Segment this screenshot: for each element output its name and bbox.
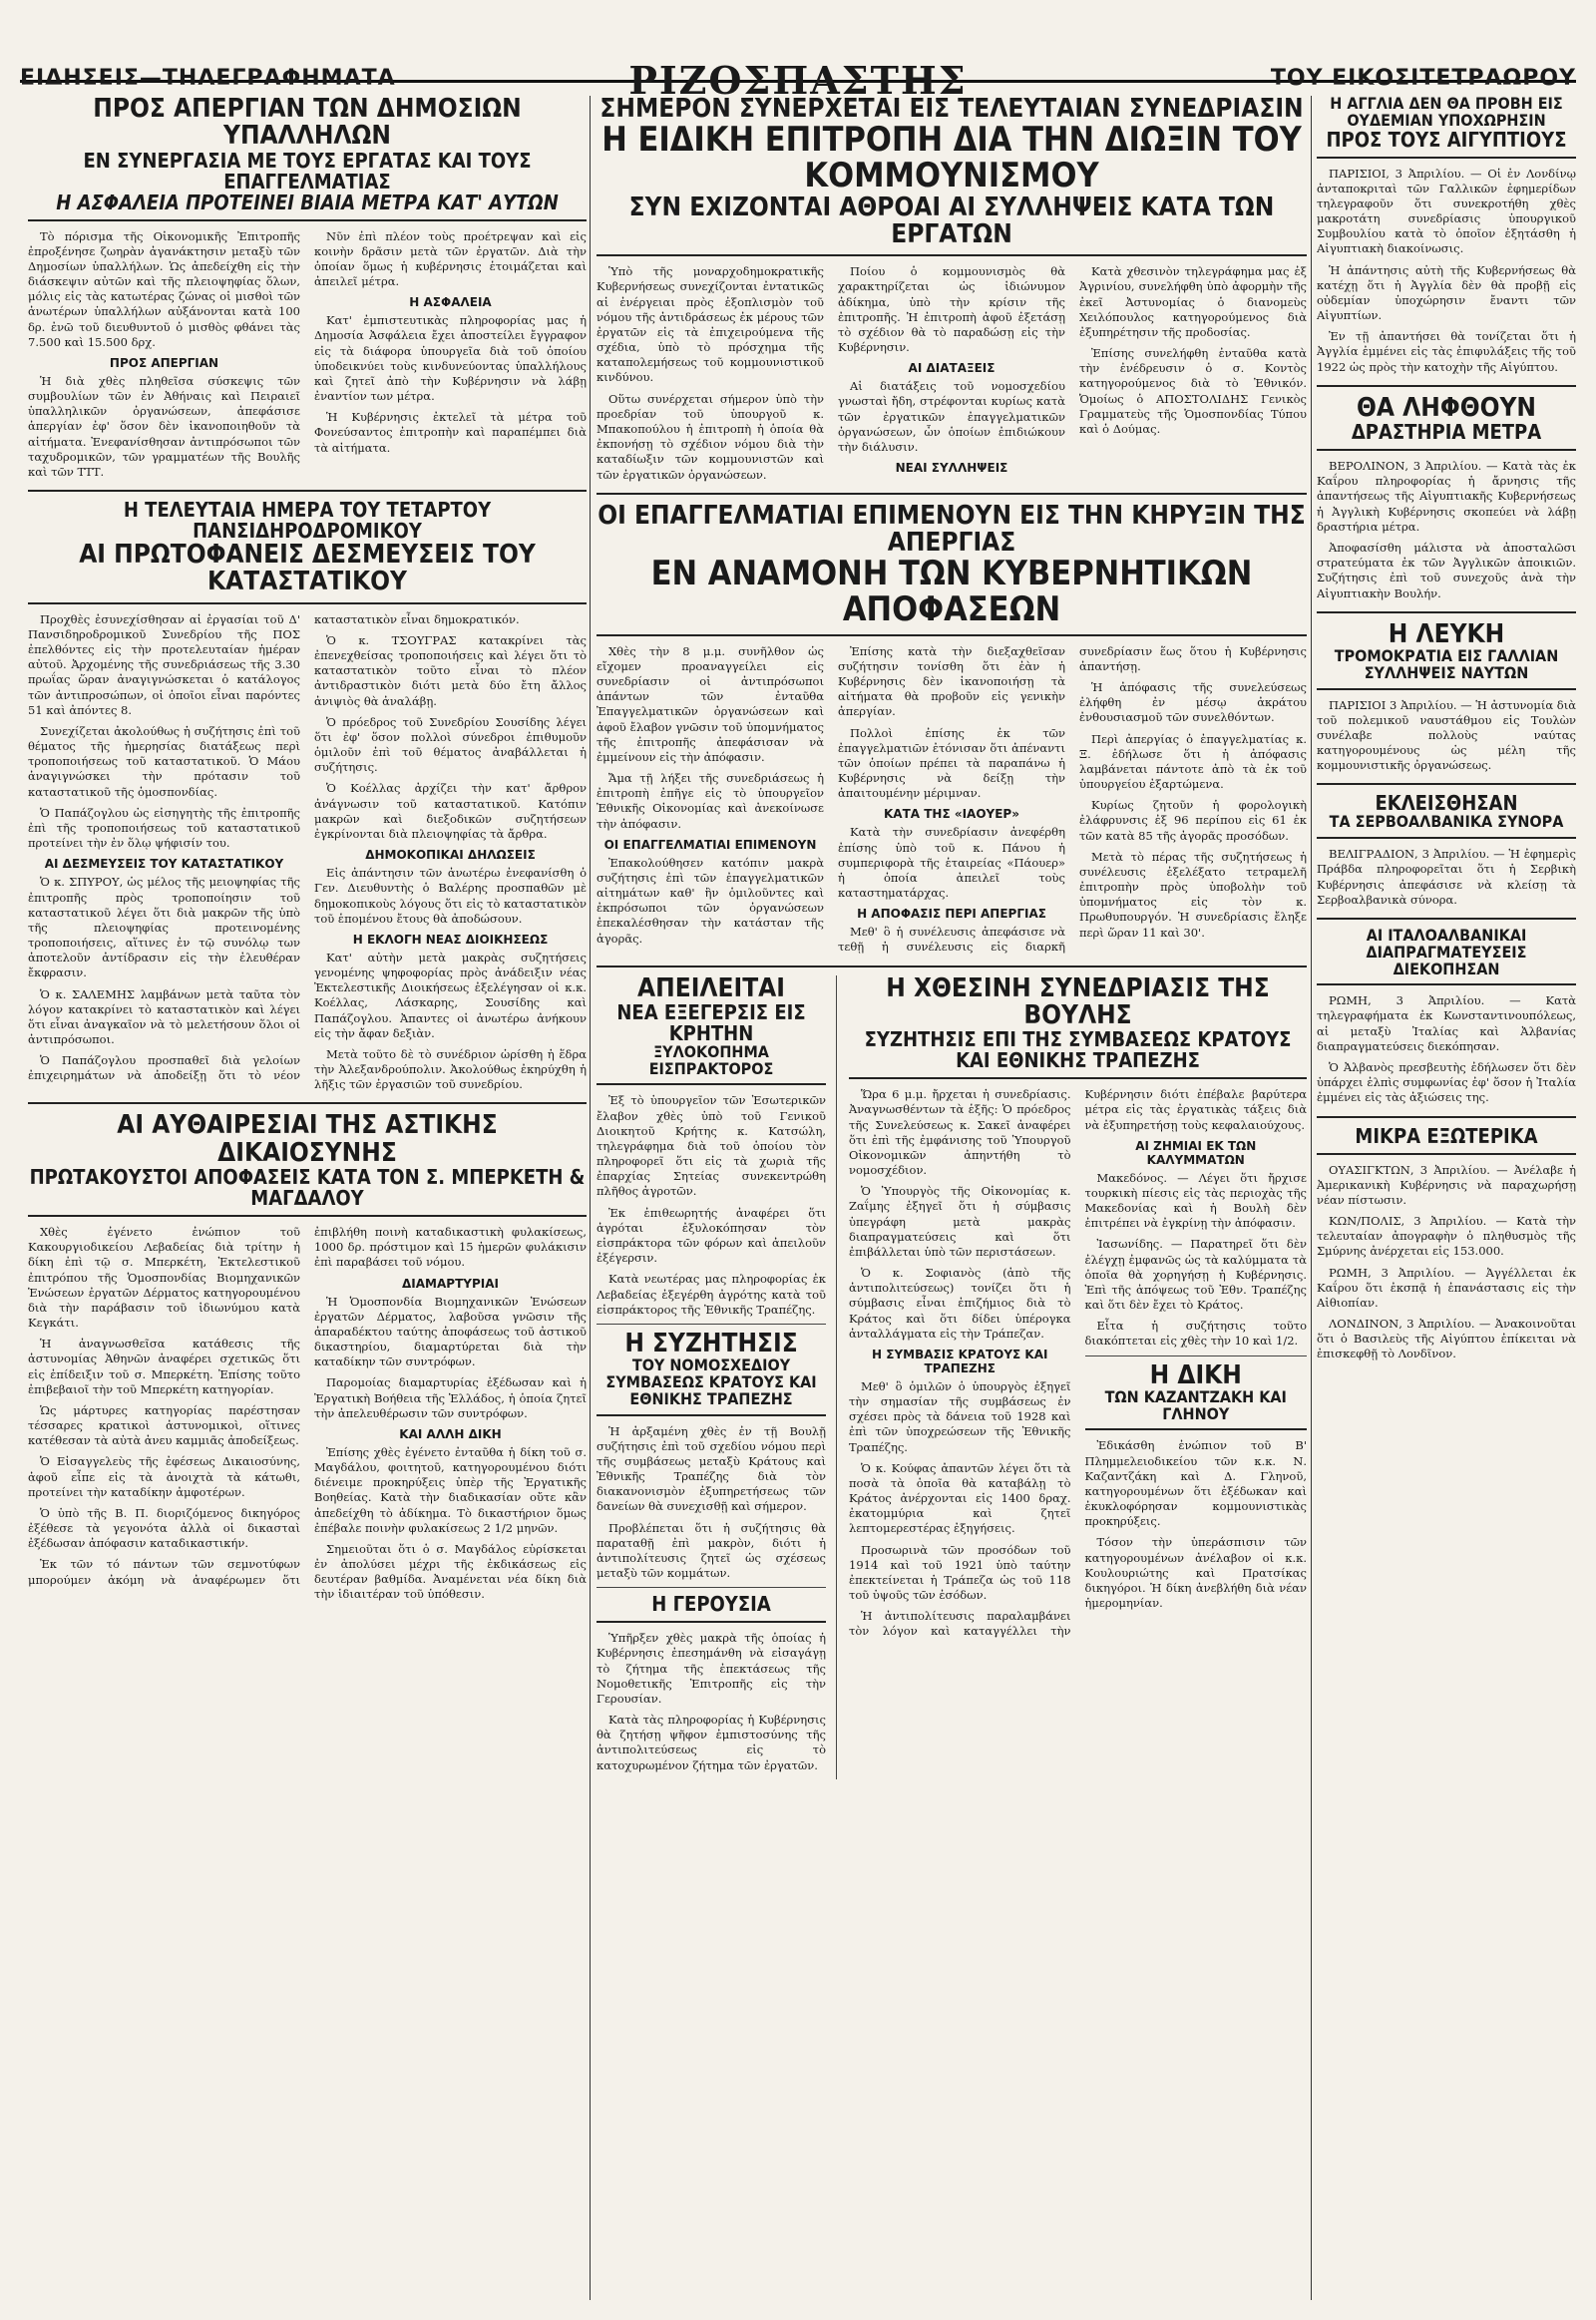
paragraph: Χθὲς ἐγένετο ἐνώπιον τοῦ Κακουργιοδικείου Λεβαδείας διὰ τρίτην ἡ δίκη ἐπὶ τῷ σ. Μπερκέτη, Ἐκτελεστικοῦ ἐπιτρόπου τῆς Ὁμοσπονδίας Βιομηχανικῶν Ἑνώσεων ἐργατῶν Δέρματος κατηγορουμένου διὰ τὴν παράβασιν τοῦ ἰδιωνύμου κατὰ Κεγκάτι. (28, 1225, 300, 1331)
headline: ΟΙ ΕΠΑΓΓΕΛΜΑΤΙΑΙ ΕΠΙΜΕΝΟΥΝ ΕΙΣ ΤΗΝ ΚΗΡΥΞΙΝ ΤΗΣ ΑΠΕΡΓΙΑΣ (598, 500, 1306, 558)
paragraph: Ἡ Κυβέρνησις ἐκτελεῖ τὰ μέτρα τοῦ Φονεύσαντος ἐπιτροπὴν καὶ παραπέμπει διὰ τὰ αἰτήματα. (314, 410, 587, 455)
subheading: ΑΙ ΖΗΜΙΑΙ ΕΚ ΤΩΝ ΚΑΛΥΜΜΑΤΩΝ (1135, 1138, 1257, 1167)
paragraph: Χθὲς τὴν 8 μ.μ. συνῆλθον ὡς εἴχομεν προαναγγείλει εἰς συνεδρίασιν οἱ ἀντιπρόσωποι ἁπάντων τῶν ἐνταῦθα Ἐπαγγελματικῶν ὀργανώσεων καὶ ἀφοῦ ἔλαβον γνῶσιν τοῦ ὑπομνήματος τῆς ἐπιτροπῆς ἀπεφάσισαν νὰ ἐμμείνουν εἰς τὴν ἀπόφασιν. (597, 643, 824, 764)
subheading: ΟΙ ΕΠΑΓΓΕΛΜΑΤΙΑΙ ΕΠΙΜΕΝΟΥΝ (603, 837, 817, 852)
paragraph: Ἡ ἀπόφασις τῆς συνελεύσεως ἐλήφθη ἐν μέσῳ ἀκράτου ἐνθουσιασμοῦ τῶν συνελθόντων. (1079, 679, 1307, 725)
paragraph: Κατὰ τὴν συνεδρίασιν ἀνεφέρθη ἐπίσης ὑπὸ τοῦ κ. Πάνου ἡ συμπεριφορὰ τῆς ἑταιρείας «Πάουερ» ἡ ὁποία ἀπειλεῖ τοὺς καταστηματάρχας. (838, 825, 1065, 901)
headline: ΠΡΟΣ ΤΟΥΣ ΑΙΓΥΠΤΙΟΥΣ (1317, 130, 1576, 159)
paragraph: ΠΑΡΙΣΙΟΙ, 3 Ἀπριλίου. — Οἱ ἐν Λονδίνῳ ἀνταποκριταὶ τῶν Γαλλικῶν ἐφημερίδων τηλεγραφοῦν ὅτι συνεκροτήθη χθὲς μακροτάτη συνεδρίασις ὑπουργικοῦ Συμβουλίου κατὰ τὸ ὁποῖον ἐξητάσθη ἡ Αἰγυπτιακὴ διακοίνωσις. (1317, 166, 1576, 256)
paragraph: Ἐκ ἐπιθεωρητής ἀναφέρει ὅτι ἀγρόται ἐξυλοκόπησαν τὸν εἰσπράκτορα τῶν φόρων καὶ ἀπειλοῦν ἐξέγερσιν. (597, 1205, 826, 1266)
paragraph: Μεθ' ὃ ἡ συνέλευσις ἀπεφάσισε νὰ τεθῇ ἡ συνέλευσις εἰς διαρκῆ συνεδρίασιν ἕως ὅτου ἡ Κυβέρνησις ἀπαντήσῃ. (838, 643, 1307, 955)
paragraph: Ὥρα 6 μ.μ. ἤρχεται ἡ συνεδρίασις. Ἀναγνωσθέντων τὰ ἑξῆς: Ὁ πρόεδρος τῆς Συνελεύσεως κ. Σακεῖ ἀναφέρει ὅτι ἐπὶ τῆς ἐμφάνισης τοῦ Ὑπουργοῦ Οἰκονομικῶν ἀπηντήθη τὸ νομοσχέδιον. (849, 1087, 1071, 1178)
paragraph: ΛΟΝΔΙΝΟΝ, 3 Ἀπριλίου. — Ἀνακοινοῦται ὅτι ὁ Βασιλεὺς τῆς Αἰγύπτου ἐπίκειται νὰ ἐπισκεφθῇ τὸ Λονδῖνον. (1317, 1317, 1576, 1361)
paragraph: Ὡς μάρτυρες κατηγορίας παρέστησαν τέσσαρες κρατικοὶ ἀστυνομικοὶ, οἵτινες κατέθεσαν τὰ αὐτὰ ἀνευ καμμιᾶς ἀποδείξεως. (28, 1402, 300, 1448)
headline: ΔΙΑΠΡΑΓΜΑΤΕΥΣΕΙΣ ΔΙΕΚΟΠΗΣΑΝ (1317, 945, 1576, 986)
headline: ΕΚΛΕΙΣΘΗΣΑΝ (1375, 791, 1518, 816)
headline: Η ΣΥΖΗΤΗΣΙΣ (624, 1328, 798, 1358)
headline: ΑΙ ΑΥΘΑΙΡΕΣΙΑΙ ΤΗΣ ΑΣΤΙΚΗΣ ΔΙΚΑΙΟΣΥΝΗΣ (117, 1110, 498, 1168)
paragraph: Σημειοῦται ὅτι ὁ σ. Μαγδάλος εὑρίσκεται ἐν ἀπολύσει μέχρι τῆς ἐκδικάσεως εἰς δευτέραν βαθμίδα. Ἀναμένεται νέα δίκη διὰ τὴν ἰδιαιτέραν τοῦ ὑπόθεσιν. (314, 1541, 587, 1602)
article-small-foreign (1317, 1123, 1576, 1362)
subheading: Η ΣΥΜΒΑΣΙΣ ΚΡΑΤΟΥΣ ΚΑΙ ΤΡΑΠΕΖΗΣ (872, 1347, 1048, 1375)
paragraph: Κατὰ χθεσινὸν τηλεγράφημα μας ἐξ Ἀγρινίου, συνελήφθη ὑπὸ ἀφορμὴν τῆς ἐκεῖ Ἀστυνομίας ὁ διανομεὺς Χειλόπουλος κατηγορούμενος διὰ ἐξυπηρέτησιν τῆς προδοσίας. (1079, 264, 1307, 339)
headline: ΣΥΖΗΤΗΣΙΣ ΕΠΙ ΤΗΣ ΣΥΜΒΑΣΕΩΣ ΚΡΑΤΟΥΣ ΚΑΙ ΕΘΝΙΚΗΣ ΤΡΑΠΕΖΗΣ (849, 1029, 1307, 1079)
paragraph: Ἀποφασίσθη μάλιστα νὰ ἀποσταλῶσι στρατεύματα ἐκ τῶν Ἀγγλικῶν ἀποικιῶν. Συζήτησις ἐπὶ τοῦ συνεχοῦς ἀνὰ τὴν Αἰγυπτιακὴν Βουλήν. (1317, 540, 1576, 600)
article-professionals-strike (597, 500, 1307, 956)
paragraph: Ἡ ἀρξαμένη χθὲς ἐν τῇ Βουλῇ συζήτησις ἐπὶ τοῦ σχεδίου νόμου περὶ τῆς συμβάσεως μεταξὺ Κράτους καὶ Ἐθνικῆς Τραπέζης διὰ τὸν διακανονισμὸν ἐξυπηρετήσεως τῶν δανείων θὰ συνεχισθῇ καὶ σήμερον. (597, 1423, 826, 1514)
headline: ΕΝ ΣΥΝΕΡΓΑΣΙΑ ΜΕ ΤΟΥΣ ΕΡΓΑΤΑΣ ΚΑΙ ΤΟΥΣ ΕΠΑΓΓΕΛΜΑΤΙΑΣ (83, 148, 532, 193)
paragraph: Ἐπακολούθησεν κατόπιν μακρὰ συζήτησις ἐπὶ τῶν ἐπαγγελματικῶν αἰτημάτων καθ' ἣν ὁμιλοῦντες καὶ ἐκπρόσωποι τῶν ὀργανώσεων ἐπεκαλέσθησαν τὴν κατάσταν τῆς ἀγορᾶς. (597, 855, 824, 946)
paragraph: Ἐκ τῶν τό πάντων τῶν σεμνοτύφων μπορούμεν ἀκόμη νὰ ἀναφέρωμεν ὅτι ἐπιβλήθη ποινὴ καταδικαστικὴ φυλακίσεως, 1000 δρ. πρόστιμον καὶ 15 ἡμερῶν φυλάκισιν ἐπὶ παραβάσει τοῦ νόμου. (28, 1225, 587, 1587)
paragraph: Ὁ κ. ΣΑΛΕΜΗΣ λαμβάνων μετὰ ταῦτα τὸν λόγον κατακρίνει τὸ καταστατικὸν καὶ λέγει ὅτι εἶναι ἀναγκαῖον νὰ τὸ μελετήσουν ὅλοι οἱ ἀντιπρόσωποι. (28, 986, 300, 1047)
headline: ΑΠΕΙΛΕΙΤΑΙ (637, 972, 785, 1003)
paragraph: Ὁ Ὑπουργὸς τῆς Οἰκονομίας κ. Ζαΐμης ἐξηγεῖ ὅτι ἡ σύμβασις ὑπεγράφη μετὰ μακρὰς διαπραγματεύσεις καὶ ὅτι ἐπιβάλλεται ὑπὸ τῶν περιστάσεων. (849, 1184, 1071, 1259)
paragraph: Συνεχίζεται ἀκολούθως ἡ συζήτησις ἐπὶ τοῦ θέματος τῆς ἡμερησίας διατάξεως περὶ τροποποιήσεως τοῦ καταστατικοῦ. Ὁ Μάου ἀναγιγνώσκει τὴν πρότασιν τοῦ καταστατικοῦ τῆς ὁμοσπονδίας. (28, 723, 300, 799)
headline: ΘΑ ΛΗΦΘΟΥΝ (1357, 392, 1536, 423)
headline: ΤΡΟΜΟΚΡΑΤΙΑ ΕΙΣ ΓΑΛΛΙΑΝ (1334, 645, 1559, 665)
subheading: ΑΙ ΔΙΑΤΑΞΕΙΣ (908, 361, 996, 376)
paragraph: Ἡ ἀναγνωσθεῖσα κατάθεσις τῆς ἀστυνομίας Ἀθηνῶν ἀναφέρει σχετικῶς ὅτι εἰς ἐπίδειξιν τοῦ σ. Μπερκέτη. Ἐπίσης τοῦτο ἐπιβεβαιοῖ τὴν τοῦ Μπερκέτη κατηγορίαν. (28, 1337, 300, 1396)
paragraph: Ἄμα τῇ λήξει τῆς συνεδριάσεως ἡ ἐπιτροπὴ ἐπῆγε εἰς τὸ ὑπουργεῖον Ἐθνικῆς Οἰκονομίας καὶ ἀνεκοίνωσε τὴν ἀπόφασιν. (597, 771, 824, 831)
headline: ΤΑ ΣΕΡΒΟΑΛΒΑΝΙΚΑ ΣΥΝΟΡΑ (1317, 814, 1576, 839)
paragraph: ΚΩΝ/ΠΟΛΙΣ, 3 Ἀπριλίου. — Κατὰ τὴν τελευταίαν ἀπογραφὴν ὁ πληθυσμὸς τῆς Σμύρνης ἀνέρχεται εἰς 153.000. (1317, 1214, 1576, 1259)
paragraph: Ὁ κ. Κούφας ἀπαντῶν λέγει ὅτι τὰ ποσὰ τὰ ὁποῖα θὰ καταβάλῃ τὸ Κράτος ἀνέρχονται εἰς 1400 δραχ. ἐκατομμύρια καὶ ζητεῖ λεπτομερεστέρας ἐξηγήσεις. (849, 1460, 1071, 1536)
paragraph: Ὁ κ. ΤΣΟΥΓΡΑΣ κατακρίνει τὰς ἐπενεχθείσας τροποποιήσεις καὶ λέγει ὅτι τὸ καταστατικὸν τοῦτο εἶναι τὸ πλέον ἀντιδραστικὸν διότι μετὰ δύο ἔτη ἄλλος ἀνιψιὸς θὰ ἀναλάβῃ. (314, 632, 587, 708)
right-column (1317, 96, 1576, 2300)
headline: ΑΙ ΙΤΑΛΟΑΛΒΑΝΙΚΑΙ (1366, 925, 1527, 945)
paragraph: Κατὰ τὰς πληροφορίας ἡ Κυβέρνησις θὰ ζητήσῃ ψῆφον ἐμπιστοσύνης τῆς ἀντιπολιτεύσεως εἰς τὸ κατοχυρωμένον ζήτημα τῶν ἐργατῶν. (597, 1713, 826, 1772)
subheading: Η ΕΚΛΟΓΗ ΝΕΑΣ ΔΙΟΙΚΗΣΕΩΣ (352, 932, 549, 947)
subheading: ΠΡΟΣ ΑΠΕΡΓΙΑΝ (109, 355, 219, 370)
article-italo-albanian (1317, 925, 1576, 1106)
headline: Η ΓΕΡΟΥΣΙΑ (597, 1594, 826, 1623)
headline: ΤΩΝ ΚΑΖΑΝΤΖΑΚΗ ΚΑΙ ΓΛΗΝΟΥ (1085, 1389, 1308, 1431)
paragraph: Ἐν τῇ ἀπαντήσει θὰ τονίζεται ὅτι ἡ Ἀγγλία ἐμμένει εἰς τὰς ἐπιφυλάξεις τῆς τοῦ 1922 ὡς πρὸς τὴν κατοχὴν τῆς Αἰγύπτου. (1317, 329, 1576, 374)
headline: Η ΤΕΛΕΥΤΑΙΑ ΗΜΕΡΑ ΤΟΥ ΤΕΤΑΡΤΟΥ ΠΑΝΣΙΔΗΡΟΔΡΟΜΙΚΟΥ (123, 498, 492, 544)
paragraph: Ποίου ὁ κομμουνισμὸς θὰ χαρακτηρίζεται ὡς ἰδιώνυμον ἀδίκημα, ὑπὸ τὴν κρίσιν τῆς ἐπιτροπῆς. Ἡ ἐπιτροπὴ ἀφοῦ ἐξετάσῃ τὸ σχέδιον θὰ τὸ παραδώσῃ εἰς τὴν Κυβέρνησιν. (838, 264, 1065, 355)
paragraph: Ὑπὸ τῆς μοναρχοδημοκρατικῆς Κυβερνήσεως συνεχίζονται ἐντατικῶς αἱ ἐνέργειαι πρὸς ἐξοπλισμὸν τοῦ νόμου τῆς ἀντιδράσεως ἐκ μέρους τῶν ἐργατῶν εἰς τὰ ἐπιχειρούμενα τῆς σχέδια, ὑπὸ τὸ πρόσχημα τῆς καταπολεμήσεως τοῦ κομμουνιστικοῦ κινδύνου. (597, 264, 824, 385)
paragraph: Μεθ' ὃ ὁμιλῶν ὁ ὑπουργὸς ἐξηγεῖ τὴν σημασίαν τῆς συμβάσεως ἐν σχέσει πρὸς τὰ δάνεια τοῦ 1928 καὶ ἐπὶ τῶν ὑποχρεώσεων τῆς Ἐθνικῆς Τραπέζης. (849, 1378, 1071, 1454)
subheading: ΔΗΜΟΚΟΠΙΚΑΙ ΔΗΛΩΣΕΙΣ (365, 848, 536, 863)
paragraph: Μακεδόνος. — Λέγει ὅτι ἤρχισε τουρκικὴ πίεσις εἰς τὰς περιοχὰς τῆς Μακεδονίας καὶ ἡ Βουλὴ δὲν ἐπιτρέπει νὰ ἐγκρίνῃ τὴν ἀπόφασιν. (1084, 1170, 1307, 1231)
masthead-right: ΤΟΥ ΕΙΚΟΣΙΤΕΤΡΑΩΡΟΥ (1270, 66, 1576, 91)
paragraph: Κατ' αὐτὴν μετὰ μακρὰς συζητήσεις γενομένης ψηφοφορίας πρὸς ἀνάδειξιν νέας Ἐκτελεστικῆς Διοικήσεως ἐξελέγησαν οἱ κ.κ. Κοέλλας, Λάσκαρης, Σουσίδης καὶ Παπάζογλου. Ἀπαντες οἱ ἀνωτέρω ἀνήκουν εἰς τὴν ἄφαν δεξιὰν. (314, 950, 587, 1040)
left-column (28, 96, 587, 2300)
paragraph: ΠΑΡΙΣΙΟΙ 3 Ἀπριλίου. — Ἡ ἀστυνομία διὰ τοῦ πολεμικοῦ ναυστάθμου εἰς Τουλὼν συνέλαβε πολλοὺς ναύτας κατηγορουμένους ὡς μέλη τῆς κομμουνιστικῆς ὀργανώσεως. (1317, 697, 1576, 773)
masthead (20, 10, 1576, 103)
subheading: ΚΑΤΑ ΤΗΣ «ΙΑΟΥΕΡ» (884, 807, 1019, 822)
headline: ΣΥΛΛΗΨΕΙΣ ΝΑΥΤΩΝ (1317, 665, 1576, 690)
paragraph: Εἰς ἀπάντησιν τῶν ἀνωτέρω ἐνεφανίσθη ὁ Γεν. Διευθυντὴς ὁ Βαλέρης προσπαθῶν μὲ δημοκοπικοὺς λόγους ὅτι εἰς τὸ καταστατικὸν τοῦ ἑπομένου ἔτους θὰ ἀποδώσουν. (314, 866, 587, 926)
paragraph: Κατ' ἐμπιστευτικὰς πληροφορίας μας ἡ Δημοσία Ἀσφάλεια ἔχει ἀποστείλει ἔγγραφον εἰς τὰ διάφορα ὑπουργεῖα διὰ τοῦ ὁποίου ὑποδεικνύει τοὺς κινδυνεύοντας ὑπαλλήλους καὶ ζητεῖ ἀπὸ τὴν Κυβέρνησιν νὰ λάβῃ ἐναντίον των μέτρα. (314, 313, 587, 404)
paragraph: Ἐξ τὸ ὑπουργεῖον τῶν Ἐσωτερικῶν ἔλαβον χθὲς ὑπὸ τοῦ Γενικοῦ Διοικητοῦ Κρήτης κ. Κατσώλη, τηλεγράφημα διὰ τοῦ ὁποίου τὸν πληροφορεῖ ὅτι εἰς τὰ χωριὰ τῆς ἐπαρχίας Σητείας συνεκεντρώθη πλῆθος ἀγροτῶν. (597, 1093, 826, 1199)
paragraph: Ἡ ἀντιπολίτευσις παραλαμβάνει τὸν λόγον καὶ καταγγέλλει τὴν Κυβέρνησιν διότι ἐπέβαλε βαρύτερα μέτρα εἰς τὰς ἐργατικὰς τάξεις διὰ νὰ ἐξυπηρετήσῃ τοὺς κεφαλαιούχους. (849, 1087, 1307, 1639)
paragraph: Ὁ κ. Σοφιανὸς (ἀπὸ τῆς ἀντιπολιτεύσεως) τονίζει ὅτι ἡ σύμβασις εἶναι ἐπιζήμιος διὰ τὸ Κράτος καὶ ὅτι δίδει ὑπέρογκα ἀνταλλάγματα εἰς τὴν Τράπεζαν. (849, 1266, 1071, 1341)
paragraph: Ἐδικάσθη ἐνώπιον τοῦ Β' Πλημμελειοδικείου τῶν κ.κ. Ν. Καζαντζάκη καὶ Δ. Γληνοῦ, κατηγορουμένων ὅτι ἐξέδωκαν καὶ ἐκυκλοφόρησαν κομμουνιστικὰς προκηρύξεις. (1084, 1438, 1307, 1529)
newspaper-title: ΡΙΖΟΣΠΑΣΤΗΣ (628, 58, 968, 103)
paragraph: ΒΕΛΙΓΡΑΔΙΟΝ, 3 Ἀπριλίου. — Ἡ ἐφημερὶς Πράβδα πληροφορεῖται ὅτι ἡ Σερβικὴ Κυβέρνησις ἀπεφάσισε νὰ κλείσῃ τὰ Σερβοαλβανικὰ σύνορα. (1317, 847, 1576, 907)
paragraph: Παρομοίας διαμαρτυρίας ἐξέδωσαν καὶ ἡ Ἐργατικὴ Βοήθεια τῆς Ἑλλάδος, ἡ ὁποία ζητεῖ τὴν ἀπελευθέρωσιν τῶν συντρόφων. (314, 1375, 587, 1420)
headline: ΝΕΑ ΕΞΕΓΕΡΣΙΣ ΕΙΣ ΚΡΗΤΗΝ (616, 999, 806, 1045)
paragraph: Νῦν ἐπὶ πλέον τοὺς προέτρεψαν καὶ εἰς κοινὴν δρᾶσιν μετὰ τῶν ἐργατῶν. Διὰ τὴν ὁποίαν ὅμως ἡ κυβέρνησις ἑτοιμάζεται καὶ ἀπειλεῖ μέτρα. (314, 228, 587, 289)
headline: ΠΡΟΣ ΑΠΕΡΓΙΑΝ ΤΩΝ ΔΗΜΟΣΙΩΝ ΥΠΑΛΛΗΛΩΝ (93, 96, 522, 152)
headline: ΣΥΝ ΕΧΙΖΟΝΤΑΙ ΑΘΡΟΑΙ ΑΙ ΣΥΛΛΗΨΕΙΣ ΚΑΤΑ ΤΩΝ ΕΡΓΑΤΩΝ (597, 194, 1307, 257)
paragraph: Πολλοὶ ἐπίσης ἐκ τῶν ἐπαγγελματιῶν ἐτόνισαν ὅτι ἀπέναντι τῶν ὁποίων πρέπει τὰ παραπάνω ἡ Κυβέρνησις νὰ δείξῃ τὴν ἀπαιτουμένην μέριμναν. (838, 725, 1065, 801)
paragraph: Ὁ Εἰσαγγελεὺς τῆς ἐφέσεως Δικαιοσύνης, ἀφοῦ εἶπε εἰς τὰ ἀνοιχτὰ τὰ κάτωθι, προτείνει τὴν καταδίκην ἀμφοτέρων. (28, 1454, 300, 1499)
paragraph: Ὁ κ. ΣΠΥΡΟΥ, ὡς μέλος τῆς μειοψηφίας τῆς ἐπιτροπῆς πρὸς τροποποίησιν τοῦ καταστατικοῦ λέγει ὅτι διὰ μακρῶν τῆς ὑπὸ τῆς πλειοψηφίας προτεινομένης τροποποιήσεις, αἵτινες ἐν τῷ συνόλῳ των ἀποτελοῦν ἀντίδρασιν εἰς τὴν ἐλευθέραν ἔκφρασιν. (28, 875, 300, 980)
paragraph: Ὑπῆρξεν χθὲς μακρὰ τῆς ὁποίας ἡ Κυβέρνησις ἐπεσημάνθη νὰ εἰσαγάγῃ τὸ ζήτημα τῆς ἐπεκτάσεως τῆς Νομοθετικῆς Ἐπιτροπῆς εἰς τὴν Γερουσίαν. (597, 1631, 826, 1706)
paragraph: Οὕτω συνέρχεται σήμερον ὑπὸ τὴν προεδρίαν τοῦ ὑπουργοῦ κ. Μπακοπούλου ἡ ἐπιτροπὴ ἡ ὁποία θὰ ἐκπονήσῃ τὸ σχέδιον νόμου διὰ τὴν καταδίωξιν τῶν κομμουνιστῶν καὶ τῶν ἐργατικῶν ὀργανώσεων. (597, 391, 824, 482)
paragraph: Ἐπίσης χθὲς ἐγένετο ἐνταῦθα ἡ δίκη τοῦ σ. Μαγδάλου, φοιτητοῦ, κατηγορουμένου διότι διένειμε προκηρύξεις ὑπὲρ τῆς Ἐργατικῆς Βοηθείας. Κατὰ τὴν διαδικασίαν οὔτε κἂν ἀπεδείχθη τὸ ἀδίκημα. Τὸ δικαστήριον ὅμως ἐπέβαλε ποινὴν φυλακίσεως 2 1/2 μηνῶν. (314, 1444, 587, 1535)
article-white-terror (1317, 618, 1576, 774)
subheading: ΑΙ ΔΕΣΜΕΥΣΕΙΣ ΤΟΥ ΚΑΤΑΣΤΑΤΙΚΟΥ (44, 857, 284, 872)
paragraph: Ὁ πρόεδρος τοῦ Συνεδρίου Σουσίδης λέγει ὅτι ἐφ' ὅσον πολλοὶ σύνεδροι ἐπιθυμοῦν ὁμιλοῦν ἐπὶ τοῦ θέματος ἀναβάλλεται ἡ συζήτησις. (314, 714, 587, 775)
headline: Η ΕΙΔΙΚΗ ΕΠΙΤΡΟΠΗ ΔΙΑ ΤΗΝ ΔΙΩΞΙΝ ΤΟΥ ΚΟΜΜΟΥΝΙΣΜΟΥ (601, 120, 1302, 195)
headline: ΔΡΑΣΤΗΡΙΑ ΜΕΤΡΑ (1317, 422, 1576, 451)
paragraph: Αἱ διατάξεις τοῦ νομοσχεδίου γνωσταὶ ἤδη, στρέφονται κυρίως κατὰ τῶν ἐργατικῶν ἐπαγγελματικῶν ὀργανώσεων, ὧν ὁποίων ἐπιδιώκουν τὴν διάλυσιν. (838, 379, 1065, 454)
paragraph: Ὁ ὑπὸ τῆς Β. Π. διοριζόμενος δικηγόρος ἐξέθεσε τὰ γεγονότα ἀλλὰ οἱ δικασταὶ ἐξέδωσαν ἀπόφασιν καταδικαστικήν. (28, 1505, 300, 1551)
paragraph: Προσωρινὰ τῶν προσόδων τοῦ 1914 καὶ τοῦ 1921 ὑπὸ ταύτην ἐπεκτείνεται ἡ Τράπεζα ὡς τοῦ 118 τοῦ ὑψοῦς τῶν ἐσόδων. (849, 1542, 1071, 1603)
column-divider (1311, 96, 1312, 2300)
paragraph: Ἰασωνίδης. — Παρατηρεῖ ὅτι δὲν ἐλέγχῃ ἐμφανῶς ὡς τὰ καλύμματα τὰ ὁποῖα θὰ χορηγήσῃ ἡ Κυβέρνησις. Ἐπὶ τῆς ἀπόψεως τοῦ Ἐθν. Τραπέζης καὶ ὅτι δὲν ἔχει τὸ Κράτος. (1084, 1237, 1307, 1313)
paragraph: Ὁ Παπάζογλου ὡς εἰσηγητὴς τῆς ἐπιτροπῆς ἐπὶ τῆς τροποποιήσεως τοῦ καταστατικοῦ προτείνει τὴν ἐν ὅλῳ ψήφισίν του. (28, 805, 300, 851)
paragraph: Ἡ ἀπάντησις αὐτὴ τῆς Κυβερνήσεως θὰ κατέχῃ ὅτι ἡ Ἀγγλία δὲν θὰ προβῇ εἰς οὐδεμίαν ὑποχώρησιν ἔναντι τῶν Αἰγυπτίων. (1317, 262, 1576, 323)
article-strike-civil-servants (28, 96, 587, 480)
headline: ΠΡΩΤΑΚΟΥΣΤΟΙ ΑΠΟΦΑΣΕΙΣ ΚΑΤΑ ΤΟΝ Σ. ΜΠΕΡΚΕΤΗ & ΜΑΓΔΑΛΟΥ (28, 1167, 587, 1217)
headline: ΜΙΚΡΑ ΕΞΩΤΕΡΙΚΑ (1317, 1126, 1576, 1155)
paragraph: Ἐπίσης κατὰ τὴν διεξαχθεῖσαν συζήτησιν τονίσθη ὅτι ἐὰν ἡ Κυβέρνησις δὲν ἱκανοποιήσῃ τὰ αἰτήματα θὰ προβοῦν εἰς γενικὴν ἀπεργίαν. (838, 643, 1065, 719)
paragraph: Κατὰ νεωτέρας μας πληροφορίας ἐκ Λεβαδείας ἐξεγέρθη ἀγρότης κατὰ τοῦ εἰσπράκτορος τῆς Ἐθνικῆς Τραπέζης. (597, 1272, 826, 1317)
paragraph: Περὶ ἀπεργίας ὁ ἐπαγγελματίας κ. Ξ. ἐδήλωσε ὅτι ἡ ἀπόφασις λαμβάνεται πάντοτε ἀπὸ τὰ ἐκ τοῦ ὑπουργείου ἐξαρτώμενα. (1079, 731, 1307, 792)
article-anticommunist-committee (597, 96, 1307, 483)
paragraph: Εἶτα ἡ συζήτησις τοῦτο διακόπτεται εἰς χθὲς τὴν 10 καὶ 1/2. (1084, 1319, 1307, 1349)
masthead-left: ΕΙΔΗΣΕΙΣ—ΤΗΛΕΓΡΑΦΗΜΑΤΑ (20, 66, 396, 91)
paragraph: ΡΩΜΗ, 3 Ἀπριλίου. — Ἀγγέλλεται ἐκ Καΐρου ὅτι ἐκσπᾷ ἡ ἐπανάστασις εἰς τὴν Αἰθιοπίαν. (1317, 1265, 1576, 1310)
paragraph: ΟΥΑΣΙΓΚΤΩΝ, 3 Ἀπριλίου. — Ἀνέλαβε ἡ Ἀμερικανικὴ Κυβέρνησις νὰ παραχωρήσῃ νέαν πίστωσιν. (1317, 1162, 1576, 1207)
paragraph: Ὁ Παπάζογλου προσπαθεῖ διὰ γελοίων ἐπιχειρημάτων νὰ ἀποδείξῃ ὅτι τὸ νέον καταστατικὸν εἶναι δημοκρατικόν. (28, 611, 520, 1083)
subheading: Η ΑΠΟΦΑΣΙΣ ΠΕΡΙ ΑΠΕΡΓΙΑΣ (857, 907, 1046, 922)
subheading: Η ΑΣΦΑΛΕΙΑ (409, 295, 492, 310)
paragraph: Ἡ διὰ χθὲς πληθεῖσα σύσκεψις τῶν συμβουλίων τῶν ἐν Ἀθήναις καὶ Πειραιεῖ ὑπαλληλικῶν ὀργανώσεων, ἀπεφάσισε ἀπεργίαν ἐφ' ὅσον δὲν ἱκανοποιηθοῦν τὰ αἰτήματα. Ἐνεφανίσθησαν ἀντιπρόσωποι τῶν ταχυδρομικῶν, τῶν γραμματέων τῆς Βουλῆς καὶ τῶν ΤΤΤ. (28, 373, 300, 479)
headline: ΑΙ ΠΡΩΤΟΦΑΝΕΙΣ ΔΕΣΜΕΥΣΕΙΣ ΤΟΥ ΚΑΤΑΣΤΑΤΙΚΟΥ (28, 542, 587, 604)
article-crete (597, 972, 837, 1779)
paragraph: ΒΕΡΟΛΙΝΟΝ, 3 Ἀπριλίου. — Κατὰ τὰς ἐκ Καΐρου πληροφορίας ἡ ἄρνησις τῆς ἀπαντήσεως τῆς Αἰγυπτιακῆς Κυβερνήσεως ἠ Ἀγγλικὴ Κυβέρνησις σκοπεύει νὰ λάβῃ δραστήρια μέτρα. (1317, 459, 1576, 534)
headline: Η ΛΕΥΚΗ (1388, 618, 1505, 649)
article-parliament-session (849, 972, 1307, 1779)
headline: ΞΥΛΟΚΟΠΗΜΑ ΕΙΣΠΡΑΚΤΟΡΟΣ (597, 1044, 826, 1086)
subheading: ΚΑΙ ΑΛΛΗ ΔΙΚΗ (399, 1426, 502, 1441)
paragraph: Κυρίως ζητοῦν ἡ φορολογικὴ ἐλάφρυνσις ἐξ 96 περίπου εἰς 61 ἐκ τῶν κατὰ 85 τῆς ἀγορᾶς προσόδων. (1079, 798, 1307, 843)
article-england-egypt (1317, 96, 1576, 375)
column-divider (590, 96, 591, 2300)
paragraph: Μετὰ τὸ πέρας τῆς συζητήσεως ἡ συνέλευσις ἐξελέξατο τετραμελῆ ἐπιτροπὴν πρὸς ὑποβολὴν τοῦ ὑπομνήματος εἰς τὸν κ. Πρωθυπουργόν. Ἡ συνεδρίασις ἔληξε περὶ ὥραν 11 καὶ 30'. (1079, 849, 1307, 940)
paragraph: Τόσον τὴν ὑπεράσπισιν τῶν κατηγορουμένων ἀνέλαβον οἱ κ.κ. Κουλουριώτης καὶ Πρατσίκας δικηγόροι. Ἡ δίκη ἀνεβλήθη διὰ νέαν ἡμερομηνίαν. (1084, 1535, 1307, 1611)
headline: Η ΔΙΚΗ (1149, 1359, 1242, 1390)
center-column (597, 96, 1307, 2300)
headline: Η ΑΣΦΑΛΕΙΑ ΠΡΟΤΕΙΝΕΙ ΒΙΑΙΑ ΜΕΤΡΑ ΚΑΤ' ΑΥΤΩΝ (28, 193, 587, 221)
paragraph: Ὁ Κοέλλας ἀρχίζει τὴν κατ' ἄρθρον ἀνάγνωσιν τοῦ καταστατικοῦ. Κατόπιν μακρῶν καὶ διεξοδικῶν συζητήσεων ἐγκρίνονται διὰ πλειοψηφίας τὰ ἄρθρα. (314, 781, 587, 841)
subheading: ΔΙΑΜΑΡΤΥΡΙΑΙ (402, 1276, 499, 1291)
paragraph: Ὁ Ἀλβανὸς πρεσβευτὴς ἐδήλωσεν ὅτι δὲν ὑπάρχει ἐλπὶς συμφωνίας ἐφ' ὅσον ἡ Ἰταλία ἐμμένει εἰς τὰς ἀξιώσεις της. (1317, 1059, 1576, 1105)
paragraph: Ἐπίσης συνελήφθη ἐνταῦθα κατὰ τὴν ἐνέδρευσιν ὁ σ. Κοντὸς κατηγορούμενος διὰ τὸ Ἐθνικόν. Ὁμοίως ὁ ΑΠΟΣΤΟΛΙΔΗΣ Γενικὸς Γραμματεὺς τῆς Ὁμοσπονδίας Τύπου καὶ ὁ Δούμας. (1079, 346, 1307, 436)
paragraph: ΡΩΜΗ, 3 Ἀπριλίου. — Κατὰ τηλεγραφήματα ἐκ Κωνσταντινουπόλεως, αἱ μεταξὺ Ἰταλίας καὶ Ἀλβανίας διαπραγματεύσεις διεκόπησαν. (1317, 993, 1576, 1053)
headline: ΕΝ ΑΝΑΜΟΝΗ ΤΩΝ ΚΥΒΕΡΝΗΤΙΚΩΝ ΑΠΟΦΑΣΕΩΝ (597, 557, 1307, 635)
headline: Η ΧΘΕΣΙΝΗ ΣΥΝΕΔΡΙΑΣΙΣ ΤΗΣ ΒΟΥΛΗΣ (886, 972, 1270, 1030)
paragraph: Ἡ Ὁμοσπονδία Βιομηχανικῶν Ἑνώσεων ἐργατῶν Δέρματος, λαβοῦσα γνῶσιν τῆς ἀπαραδέκτου ταύτης ἀποφάσεως τοῦ ἀστικοῦ δικαστηρίου, διαμαρτύρεται διὰ τὴν καταδίκην τῶν συντρόφων. (314, 1294, 587, 1369)
subheading: ΝΕΑΙ ΣΥΛΛΗΨΕΙΣ (895, 461, 1008, 476)
headline: Η ΑΓΓΛΙΑ ΔΕΝ ΘΑ ΠΡΟΒΗ ΕΙΣ ΟΥΔΕΜΙΑΝ ΥΠΟΧΩΡΗΣΙΝ (1330, 96, 1563, 130)
headline: ΤΟΥ ΝΟΜΟΣΧΕΔΙΟΥ ΣΥΜΒΑΣΕΩΣ ΚΡΑΤΟΥΣ ΚΑΙ ΕΘΝΙΚΗΣ ΤΡΑΠΕΖΗΣ (597, 1357, 826, 1415)
paragraph: Προχθὲς ἐσυνεχίσθησαν αἱ ἐργασίαι τοῦ Δ' Πανσιδηροδρομικοῦ Συνεδρίου τῆς ΠΟΣ ἐπελθόντες εἰς τὴν προτελευταίαν ἡμέραν αὐτοῦ. Ἀρχομένης τῆς συνεδριάσεως τῆς 3.30 πρωΐας ὥραν ἀναγιγνώσκεται ὁ κατάλογος τῶν ἀντιπροσώπων, οἱ ὁποῖοι εἶναι παρόντες 51 καὶ ἀπόντες 8. (28, 611, 300, 717)
article-measures (1317, 392, 1576, 601)
paragraph: Τὸ πόρισμα τῆς Οἰκονομικῆς Ἐπιτροπῆς ἐπροξένησε ζωηρὰν ἀγανάκτησιν μεταξὺ τῶν Δημοσίων ὑπαλλήλων. Ὡς ἀπεδείχθη εἰς τὴν διάσκεψιν αὐτῶν καὶ τῆς πλειοψηφίας ὅλων, μόλις εἰς τὰς κατωτέρας ζώνας οἱ μισθοὶ τῶν ἀνωτέρων ὑπαλλήλων αὐξάνονται κατὰ 100 δρ. ἐνῶ τοῦ διευθυντοῦ ὁ μισθὸς φθάνει τὰς 7.500 καὶ 15.500 δρχ. (28, 228, 300, 349)
article-justice-arbitrariness (28, 1112, 587, 1602)
paragraph: Μετὰ τοῦτο δὲ τὸ συνέδριον ὡρίσθη ἡ ἕδρα τὴν Ἀλεξανδρούπολιν. Ἀκολούθως ἐκηρύχθη ἡ λῆξις τῶν ἐργασιῶν τοῦ συνεδρίου. (314, 1046, 587, 1092)
article-borders-closed (1317, 793, 1576, 907)
article-railway-congress (28, 500, 587, 1092)
paragraph: Προβλέπεται ὅτι ἡ συζήτησις θὰ παραταθῇ ἐπὶ μακρὸν, διότι ἡ ἀντιπολίτευσις ζητεῖ ὡς σχέσεως μεταξὺ τῶν κομμάτων. (597, 1520, 826, 1581)
headline: ΣΗΜΕΡΟΝ ΣΥΝΕΡΧΕΤΑΙ ΕΙΣ ΤΕΛΕΥΤΑΙΑΝ ΣΥΝΕΔΡΙΑΣΙΝ (599, 96, 1304, 124)
